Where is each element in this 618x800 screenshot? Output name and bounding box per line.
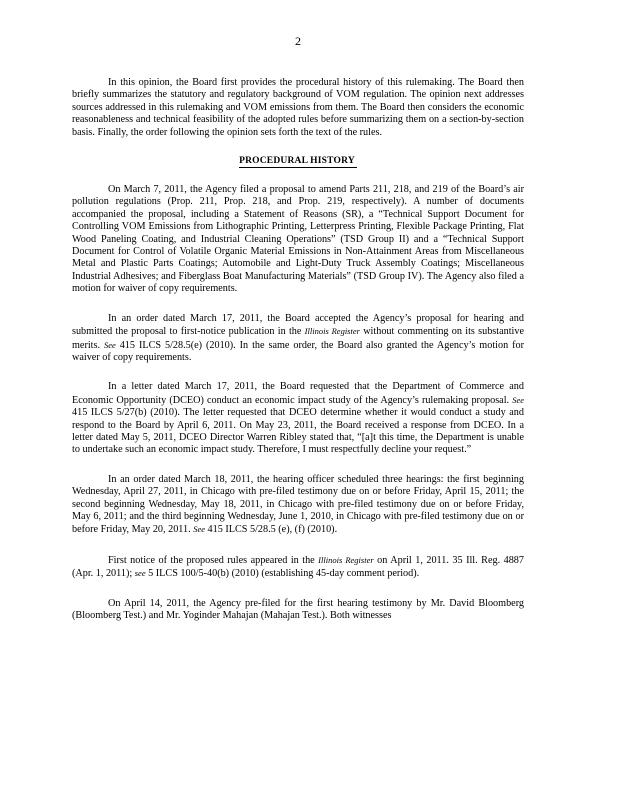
paragraph-text: without commenting on its substantive merits. [72,326,524,351]
section-heading [72,156,524,168]
agency-filing-paragraph [72,184,524,296]
board-order-paragraph [72,313,524,365]
paragraph-text: On April 14, 2011, the Agency pre-filed for the first hearing testimony by Mr. David Bloomberg (Bloomberg Test.) and Mr. Yoginder Mahajan (Mahajan Test.). Both witnesses [72,597,524,621]
paragraph-text: on April 1, 2011. 35 Ill. Reg. 4887 (Apr. 1, 2011); [72,554,524,580]
paragraph-text: In this opinion, the Board first provides the procedural history of this rulemaking. The Board then briefly summarizes the statutory and regulatory background of VOM regulation. The opinion next addresses sources addressed in this rulemaking and VOM emissions from them. The Board then considers the economic reasonableness and technical feasibility of the adopted rules before summarizing them on a section-by-section basis. Finally, the order following the opinion sets forth the text of the rules. [72,77,524,138]
italic-citation: See [193,524,205,535]
paragraph-text: 415 ILCS 5/27(b) (2010). The letter requested that DCEO determine whether it would conduct a study and respond to the Board by April 6, 2011. On May 23, 2011, the Board received a response from DCEO. In a letter dated May 5, 2011, DCEO Director Warren Ribley stated that, “[a]t this time, the Department is unable to undertake such an economic impact study. Therefore, I must respectfully decline your request.” [72,407,524,456]
paragraph-text: In an order dated March 17, 2011, the Board accepted the Agency’s proposal for hearing and submitted the proposal to first-notice publication in the [72,312,524,338]
page-number: 2 [295,34,301,48]
paragraph-text: On March 7, 2011, the Agency filed a proposal to amend Parts 211, 218, and 219 of the Board’s air pollution regulations (Prop. 211, Prop. 218, and Prop. 219, respectively). A number of documents accompanied the proposal, including a Statement of Reasons (SR), a “Technical Support Document for Controlling VOM Emissions from Lithographic Printing, Letterpress Printing, Flexible Package Printing, Flat Wood Paneling Coating, and Industrial Cleaning Operations” (TSD Group II) and a “Technical Support Document for Control of Volatile Organic Material Emissions in Non-Attainment Areas from Miscellaneous Metal and Plastic Parts Coatings; Automobile and Light-Duty Truck Assembly Coatings; Miscellaneous Industrial Adhesives; and Fiberglass Boat Manufacturing Materials” (TSD Group IV). The Agency also filed a motion for waiver of copy requirements. [72,184,524,295]
intro-paragraph [72,77,524,139]
paragraph-text: First notice of the proposed rules appeared in the [108,554,319,566]
italic-citation: see [134,568,146,579]
first-notice-paragraph [72,554,524,581]
hearing-schedule-paragraph [72,474,524,537]
paragraph-text: 5 ILCS 100/5-40(b) (2010) (establishing 45-day comment period). [145,568,420,580]
italic-citation: Illinois Register [304,326,360,337]
italic-citation: Illinois Register [318,554,374,565]
dceo-letter-paragraph [72,381,524,456]
italic-citation: See [103,339,116,350]
paragraph-text: 415 ILCS 5/28.5(e) (2010). In the same order, the Board also granted the Agency’s motion for waiver of copy requirements. [72,339,524,363]
paragraph-text: In a letter dated March 17, 2011, the Board requested that the Department of Commerce and Economic Opportunity (DCEO) conduct an economic impact study of the Agency’s rulemaking proposal. [72,381,524,406]
procedural-history-heading: PROCEDURAL HISTORY [239,156,355,167]
paragraph-text: In an order dated March 18, 2011, the hearing officer scheduled three hearings: the first beginning Wednesday, April 27, 2011, in Chicago with pre-filed testimony due on or before Friday, April 15, 2011; the second beginning Wednesday, May 18, 2011, in Chicago with pre-filed testimony due on or before Friday, May 6, 2011; and the third beginning Wednesday, June 1, 2010, in Chicago with pre-filed testimony due on or before Friday, May 20, 2011. [72,473,524,536]
italic-citation: See [512,394,524,405]
prefiled-testimony-paragraph [72,598,524,623]
paragraph-text: 415 ILCS 5/28.5 (e), (f) (2010). [204,524,338,536]
